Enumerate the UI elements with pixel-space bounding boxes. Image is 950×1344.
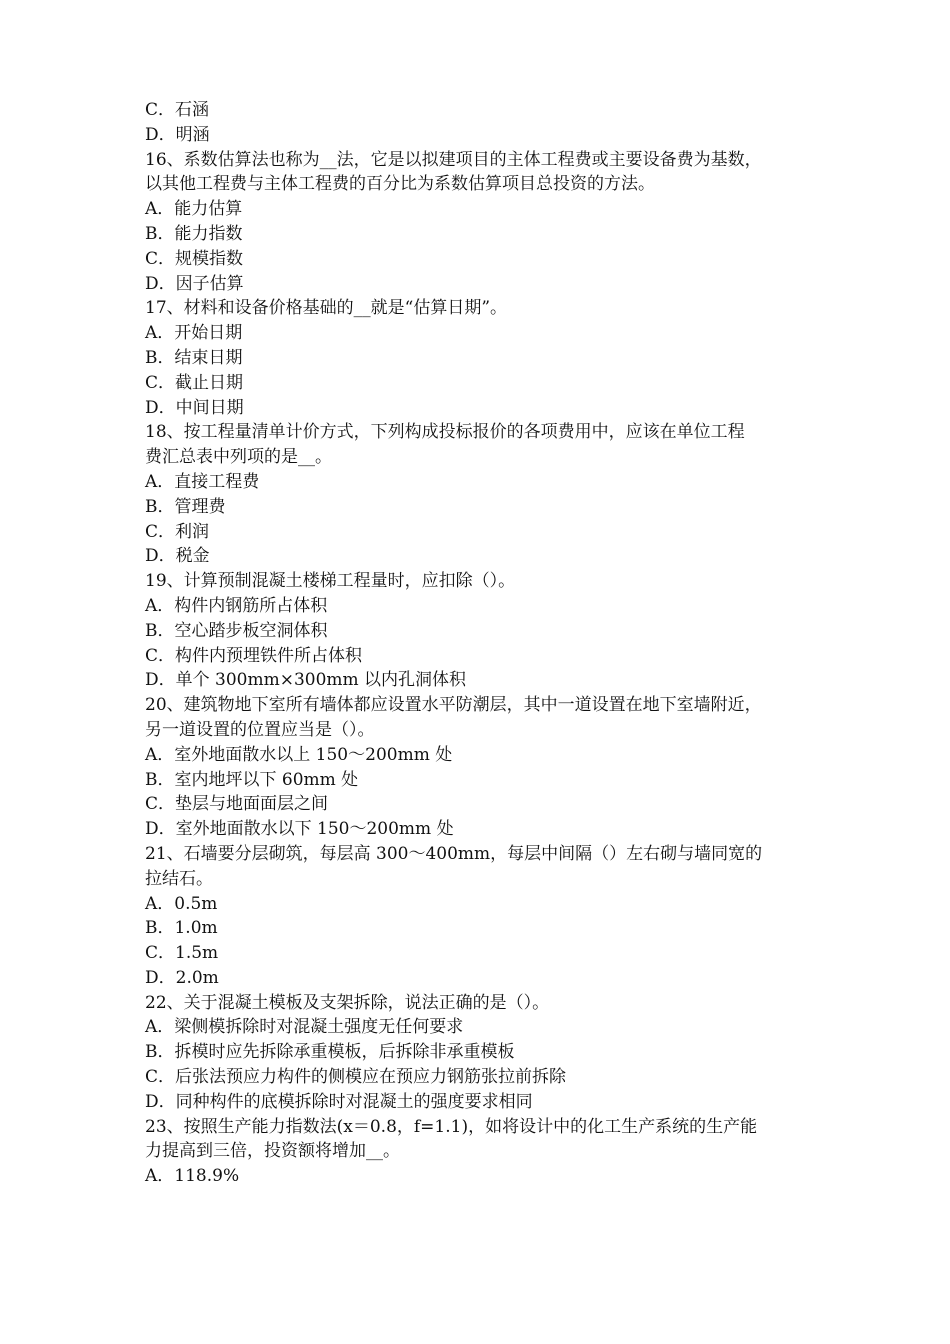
document-page	[145, 98, 815, 1189]
text-line: 16、系数估算法也称为__法，它是以拟建项目的主体工程费或主要设备费为基数，	[145, 149, 762, 170]
text-line: 18、按工程量清单计价方式，下列构成投标报价的各项费用中，应该在单位工程	[145, 422, 745, 443]
text-line: C．截止日期	[145, 372, 244, 393]
text-line: 费汇总表中列项的是__。	[145, 447, 332, 468]
text-line: 19、计算预制混凝土楼梯工程量时，应扣除（）。	[145, 571, 516, 592]
text-line: C．规模指数	[145, 248, 244, 269]
text-line: 以其他工程费与主体工程费的百分比为系数估算项目总投资的方法。	[145, 174, 655, 195]
text-line: 22、关于混凝土模板及支架拆除，说法正确的是（）。	[145, 992, 550, 1013]
text-line: A．118.9%	[145, 1166, 240, 1187]
text-line: B．室内地坪以下 60mm 处	[145, 769, 359, 790]
text-line: A．梁侧模拆除时对混凝土强度无任何要求	[145, 1017, 464, 1038]
text-line: B．能力指数	[145, 223, 243, 244]
text-line: D．明涵	[145, 124, 210, 145]
text-line: C．垫层与地面面层之间	[145, 794, 329, 815]
text-line: 另一道设置的位置应当是（）。	[145, 719, 375, 740]
text-line: 力提高到三倍，投资额将增加__。	[145, 1141, 400, 1162]
text-line: B．管理费	[145, 496, 226, 517]
text-line: A．0.5m	[145, 893, 218, 914]
text-line: C．1.5m	[145, 943, 219, 964]
text-line: 17、材料和设备价格基础的__就是“估算日期”。	[145, 298, 508, 319]
text-line: A．构件内钢筋所占体积	[145, 595, 328, 616]
text-line: C．构件内预埋铁件所占体积	[145, 645, 363, 666]
text-line: D．因子估算	[145, 273, 244, 294]
text-line: C．利润	[145, 521, 210, 542]
text-line: D．中间日期	[145, 397, 244, 418]
text-line: D．室外地面散水以下 150～200mm 处	[145, 819, 454, 840]
text-line: A．开始日期	[145, 323, 243, 344]
text-line: C．后张法预应力构件的侧模应在预应力钢筋张拉前拆除	[145, 1067, 567, 1088]
text-line: D．2.0m	[145, 967, 219, 988]
text-line: A．能力估算	[145, 199, 243, 220]
text-line: D．税金	[145, 546, 210, 567]
text-line: 23、按照生产能力指数法(x＝0.8，f=1.1)，如将设计中的化工生产系统的生产能	[145, 1116, 758, 1137]
text-line: A．直接工程费	[145, 471, 260, 492]
text-line: B．拆模时应先拆除承重模板，后拆除非承重模板	[145, 1042, 515, 1063]
text-line: 20、建筑物地下室所有墙体都应设置水平防潮层，其中一道设置在地下室墙附近，	[145, 695, 762, 716]
text-line: D．单个 300mm×300mm 以内孔洞体积	[145, 670, 467, 691]
text-line: B．结束日期	[145, 347, 243, 368]
text-line: 21、石墙要分层砌筑，每层高 300～400mm，每层中间隔（）左右砌与墙同宽的	[145, 843, 763, 864]
text-line: B．空心踏步板空洞体积	[145, 620, 328, 641]
text-line: C．石涵	[145, 100, 210, 120]
text-line: D．同种构件的底模拆除时对混凝土的强度要求相同	[145, 1091, 533, 1112]
text-line: 拉结石。	[145, 868, 213, 889]
text-line: A．室外地面散水以上 150～200mm 处	[145, 744, 453, 765]
text-line: B．1.0m	[145, 918, 218, 939]
